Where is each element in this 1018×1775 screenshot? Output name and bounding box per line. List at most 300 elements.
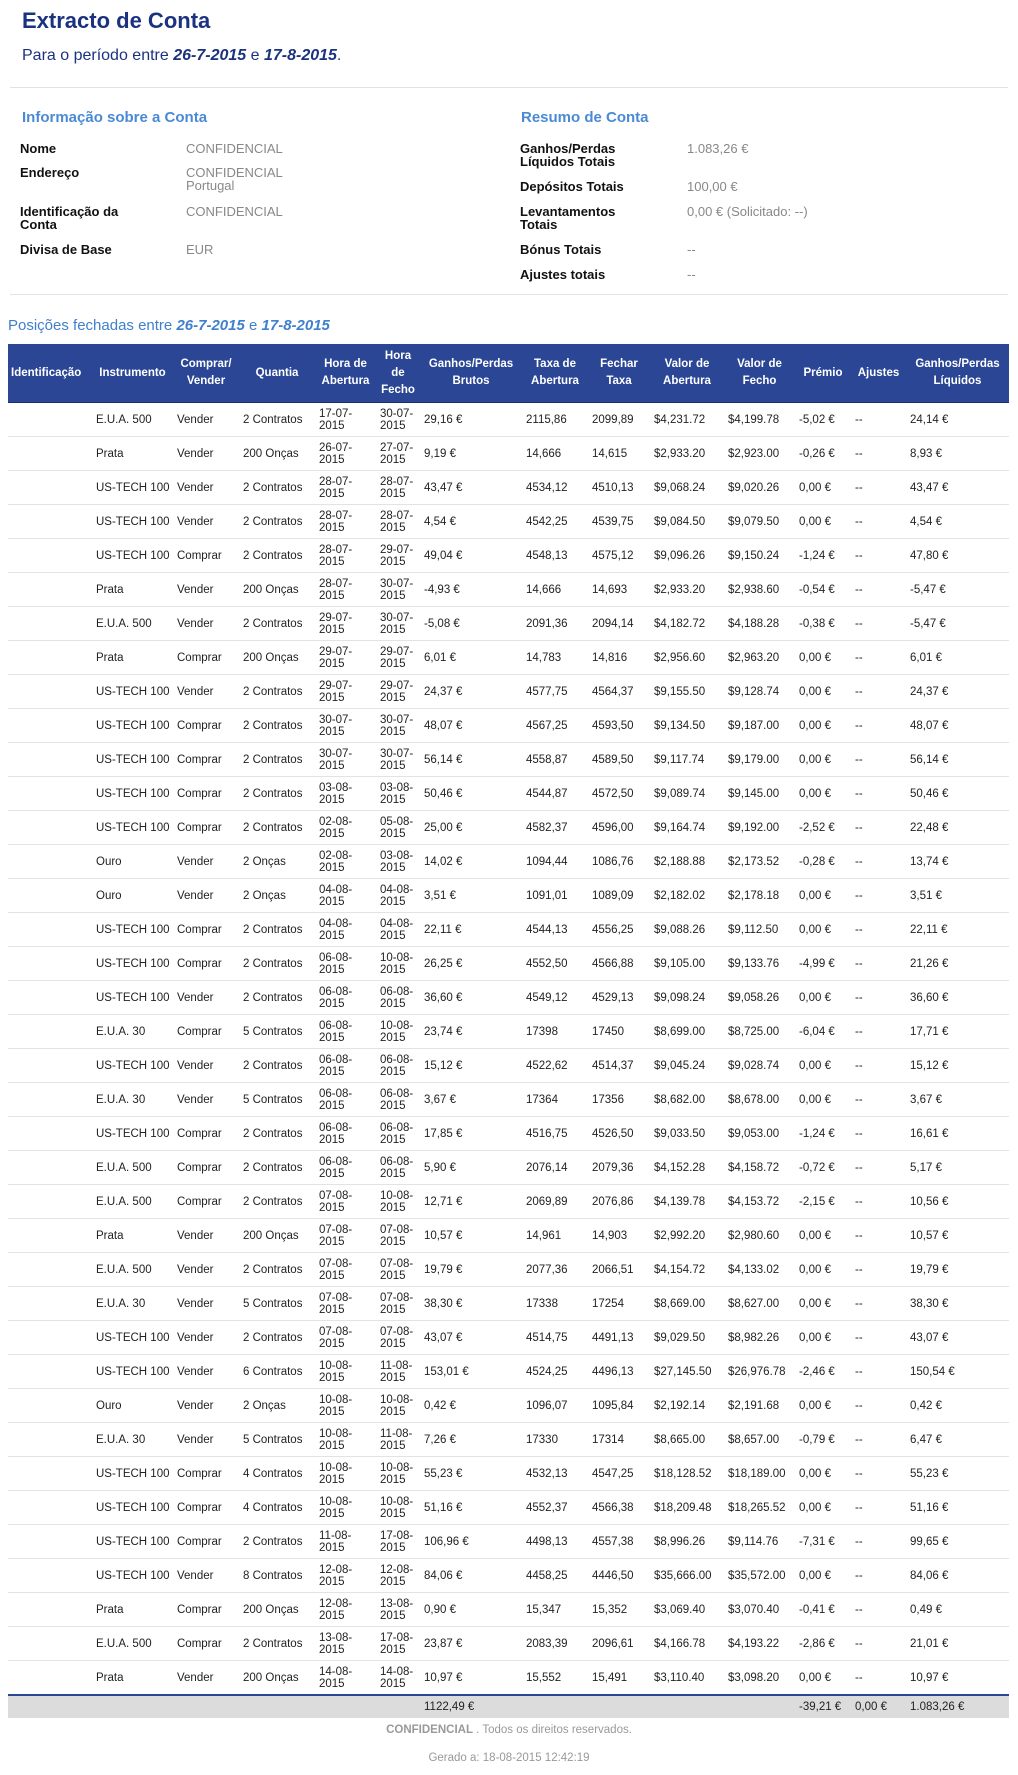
cell-open-time: 12-08-2015 [315, 1593, 376, 1627]
cell-identification [8, 1423, 92, 1457]
cell-close-time: 27-07-2015 [376, 437, 420, 471]
cell-net-pl: 16,61 € [906, 1117, 1009, 1151]
cell-side: Vender [173, 1219, 239, 1253]
cell-open-time: 07-08-2015 [315, 1185, 376, 1219]
cell-close-value: $8,627.00 [724, 1287, 795, 1321]
total-quantity [239, 1695, 315, 1718]
period-end: 17-8-2015 [263, 47, 337, 64]
cell-close-value: $9,145.00 [724, 777, 795, 811]
cell-open-value: $9,155.50 [650, 675, 724, 709]
table-row [8, 539, 1009, 573]
cell-instrument: US-TECH 100 [92, 777, 173, 811]
cell-instrument: US-TECH 100 [92, 1049, 173, 1083]
cell-open-rate: 4498,13 [522, 1525, 588, 1559]
period-start: 26-7-2015 [173, 47, 247, 64]
cell-premium: -0,54 € [795, 573, 851, 607]
cell-side: Comprar [173, 743, 239, 777]
cell-close-time: 30-07-2015 [376, 573, 420, 607]
cell-premium: -2,46 € [795, 1355, 851, 1389]
table-row [8, 1015, 1009, 1049]
cell-open-rate: 2091,36 [522, 607, 588, 641]
cell-open-rate: 14,666 [522, 437, 588, 471]
cell-open-time: 10-08-2015 [315, 1457, 376, 1491]
cell-quantity: 2 Contratos [239, 505, 315, 539]
cell-close-time: 10-08-2015 [376, 1185, 420, 1219]
cell-close-value: $9,150.24 [724, 539, 795, 573]
cell-gross-pl: 25,00 € [420, 811, 522, 845]
cell-open-value: $2,182.02 [650, 879, 724, 913]
cell-close-value: $8,678.00 [724, 1083, 795, 1117]
cell-open-time: 11-08-2015 [315, 1525, 376, 1559]
cell-close-rate: 15,491 [588, 1661, 650, 1696]
cell-close-time: 11-08-2015 [376, 1423, 420, 1457]
column-header-adjustments: Ajustes [851, 344, 906, 403]
cell-identification [8, 777, 92, 811]
table-row [8, 1083, 1009, 1117]
cell-gross-pl: 3,67 € [420, 1083, 522, 1117]
cell-close-rate: 1086,76 [588, 845, 650, 879]
cell-premium: -0,28 € [795, 845, 851, 879]
cell-open-rate: 4544,87 [522, 777, 588, 811]
cell-adjustments: -- [851, 1525, 906, 1559]
table-row [8, 1355, 1009, 1389]
cell-close-rate: 4529,13 [588, 981, 650, 1015]
table-row [8, 1559, 1009, 1593]
cell-instrument: US-TECH 100 [92, 471, 173, 505]
cell-close-rate: 4566,38 [588, 1491, 650, 1525]
cell-close-value: $9,058.26 [724, 981, 795, 1015]
cell-side: Vender [173, 1083, 239, 1117]
table-row [8, 641, 1009, 675]
cell-open-value: $4,154.72 [650, 1253, 724, 1287]
cell-close-time: 30-07-2015 [376, 607, 420, 641]
cell-net-pl: -5,47 € [906, 573, 1009, 607]
cell-premium: 0,00 € [795, 743, 851, 777]
cell-close-rate: 17450 [588, 1015, 650, 1049]
cell-identification [8, 1287, 92, 1321]
cell-side: Comprar [173, 1627, 239, 1661]
column-header-identification: Identificação [8, 344, 92, 403]
cell-net-pl: 43,47 € [906, 471, 1009, 505]
table-row [8, 1117, 1009, 1151]
cell-open-rate: 4522,62 [522, 1049, 588, 1083]
cell-open-value: $18,209.48 [650, 1491, 724, 1525]
cell-open-time: 30-07-2015 [315, 743, 376, 777]
cell-close-value: $4,158.72 [724, 1151, 795, 1185]
cell-open-time: 06-08-2015 [315, 1151, 376, 1185]
cell-close-time: 04-08-2015 [376, 913, 420, 947]
column-header-gross-pl: Ganhos/Perdas Brutos [420, 344, 522, 403]
total-close-value [724, 1695, 795, 1718]
cell-open-rate: 14,783 [522, 641, 588, 675]
cell-net-pl: 3,51 € [906, 879, 1009, 913]
cell-identification [8, 879, 92, 913]
cell-close-value: $2,173.52 [724, 845, 795, 879]
cell-net-pl: 10,97 € [906, 1661, 1009, 1696]
cell-open-rate: 2077,36 [522, 1253, 588, 1287]
cell-close-value: $2,923.00 [724, 437, 795, 471]
cell-premium: -2,15 € [795, 1185, 851, 1219]
cell-premium: -7,31 € [795, 1525, 851, 1559]
cell-net-pl: 36,60 € [906, 981, 1009, 1015]
cell-close-value: $9,187.00 [724, 709, 795, 743]
cell-open-time: 06-08-2015 [315, 1083, 376, 1117]
cell-quantity: 2 Contratos [239, 913, 315, 947]
cell-close-value: $9,020.26 [724, 471, 795, 505]
cell-net-pl: 47,80 € [906, 539, 1009, 573]
column-header-close-rate: Fechar Taxa [588, 344, 650, 403]
cell-instrument: US-TECH 100 [92, 1559, 173, 1593]
cell-close-value: $4,153.72 [724, 1185, 795, 1219]
cell-instrument: Prata [92, 1661, 173, 1696]
cell-close-value: $3,098.20 [724, 1661, 795, 1696]
cell-open-rate: 4458,25 [522, 1559, 588, 1593]
cell-open-rate: 17364 [522, 1083, 588, 1117]
cell-identification [8, 913, 92, 947]
net-total-label-1: Ganhos/Perdas [520, 141, 616, 156]
cell-adjustments: -- [851, 1457, 906, 1491]
cell-gross-pl: 14,02 € [420, 845, 522, 879]
cell-close-time: 05-08-2015 [376, 811, 420, 845]
table-row [8, 709, 1009, 743]
cell-adjustments: -- [851, 1389, 906, 1423]
table-row [8, 1253, 1009, 1287]
cell-gross-pl: -4,93 € [420, 573, 522, 607]
cell-quantity: 5 Contratos [239, 1083, 315, 1117]
cell-premium: 0,00 € [795, 675, 851, 709]
cell-close-rate: 2099,89 [588, 403, 650, 437]
cell-gross-pl: 7,26 € [420, 1423, 522, 1457]
cell-adjustments: -- [851, 709, 906, 743]
cell-net-pl: 51,16 € [906, 1491, 1009, 1525]
cell-open-time: 06-08-2015 [315, 1015, 376, 1049]
cell-open-time: 10-08-2015 [315, 1389, 376, 1423]
column-header-close-value: Valor de Fecho [724, 344, 795, 403]
page-title: Extracto de Conta [22, 8, 211, 33]
cell-open-time: 10-08-2015 [315, 1355, 376, 1389]
column-header-premium: Prémio [795, 344, 851, 403]
cell-identification [8, 1151, 92, 1185]
cell-instrument: E.U.A. 30 [92, 1287, 173, 1321]
cell-close-rate: 4514,37 [588, 1049, 650, 1083]
table-row [8, 607, 1009, 641]
cell-adjustments: -- [851, 1559, 906, 1593]
cell-identification [8, 1321, 92, 1355]
cell-side: Vender [173, 1661, 239, 1696]
table-row [8, 743, 1009, 777]
cell-net-pl: 99,65 € [906, 1525, 1009, 1559]
cell-side: Comprar [173, 1491, 239, 1525]
table-row [8, 947, 1009, 981]
cell-open-value: $8,669.00 [650, 1287, 724, 1321]
cell-close-time: 07-08-2015 [376, 1321, 420, 1355]
cell-open-time: 07-08-2015 [315, 1287, 376, 1321]
cell-instrument: Prata [92, 1593, 173, 1627]
cell-open-time: 07-08-2015 [315, 1219, 376, 1253]
cell-close-time: 07-08-2015 [376, 1287, 420, 1321]
table-row [8, 675, 1009, 709]
cell-quantity: 2 Contratos [239, 1185, 315, 1219]
bonus-label: Bónus Totais [520, 242, 602, 257]
cell-side: Vender [173, 1559, 239, 1593]
cell-side: Comprar [173, 1117, 239, 1151]
cell-adjustments: -- [851, 1253, 906, 1287]
cell-identification [8, 845, 92, 879]
cell-identification [8, 1049, 92, 1083]
cell-side: Vender [173, 675, 239, 709]
total-open-rate [522, 1695, 588, 1718]
account-info-title: Informação sobre a Conta [22, 109, 208, 126]
cell-close-time: 12-08-2015 [376, 1559, 420, 1593]
cell-open-rate: 15,552 [522, 1661, 588, 1696]
cell-adjustments: -- [851, 777, 906, 811]
cell-identification [8, 641, 92, 675]
table-row [8, 879, 1009, 913]
cell-quantity: 200 Onças [239, 1661, 315, 1696]
cell-open-time: 02-08-2015 [315, 811, 376, 845]
cell-gross-pl: 0,42 € [420, 1389, 522, 1423]
cell-quantity: 2 Contratos [239, 607, 315, 641]
cell-side: Vender [173, 879, 239, 913]
cell-side: Comprar [173, 913, 239, 947]
cell-identification [8, 573, 92, 607]
cell-net-pl: 6,47 € [906, 1423, 1009, 1457]
cell-adjustments: -- [851, 743, 906, 777]
cell-gross-pl: 4,54 € [420, 505, 522, 539]
cell-quantity: 5 Contratos [239, 1015, 315, 1049]
cell-instrument: US-TECH 100 [92, 811, 173, 845]
cell-close-rate: 14,615 [588, 437, 650, 471]
cell-close-rate: 1089,09 [588, 879, 650, 913]
cell-instrument: US-TECH 100 [92, 913, 173, 947]
cell-close-rate: 4596,00 [588, 811, 650, 845]
cell-close-value: $9,192.00 [724, 811, 795, 845]
cell-premium: -6,04 € [795, 1015, 851, 1049]
cell-quantity: 4 Contratos [239, 1491, 315, 1525]
total-close-time [376, 1695, 420, 1718]
cell-close-value: $8,982.26 [724, 1321, 795, 1355]
cell-gross-pl: 24,37 € [420, 675, 522, 709]
cell-open-value: $9,088.26 [650, 913, 724, 947]
net-total-value: 1.083,26 € [687, 141, 749, 156]
cell-close-time: 04-08-2015 [376, 879, 420, 913]
cell-instrument: US-TECH 100 [92, 505, 173, 539]
cell-open-rate: 2083,39 [522, 1627, 588, 1661]
cell-close-rate: 15,352 [588, 1593, 650, 1627]
cell-net-pl: 10,57 € [906, 1219, 1009, 1253]
cell-close-rate: 14,693 [588, 573, 650, 607]
cell-identification [8, 539, 92, 573]
cell-close-time: 03-08-2015 [376, 845, 420, 879]
cell-close-time: 17-08-2015 [376, 1525, 420, 1559]
cell-gross-pl: 22,11 € [420, 913, 522, 947]
address-line-2: Portugal [186, 178, 235, 193]
cell-open-rate: 4524,25 [522, 1355, 588, 1389]
cell-side: Vender [173, 1253, 239, 1287]
cell-gross-pl: 43,07 € [420, 1321, 522, 1355]
account-summary-title: Resumo de Conta [521, 109, 649, 126]
cell-adjustments: -- [851, 947, 906, 981]
cell-side: Vender [173, 1423, 239, 1457]
cell-net-pl: 10,56 € [906, 1185, 1009, 1219]
cell-net-pl: 21,01 € [906, 1627, 1009, 1661]
cell-close-time: 30-07-2015 [376, 709, 420, 743]
cell-close-rate: 17314 [588, 1423, 650, 1457]
positions-start: 26-7-2015 [176, 317, 245, 334]
cell-premium: 0,00 € [795, 641, 851, 675]
cell-premium: -2,52 € [795, 811, 851, 845]
cell-open-value: $2,192.14 [650, 1389, 724, 1423]
cell-close-value: $2,963.20 [724, 641, 795, 675]
cell-premium: 0,00 € [795, 1661, 851, 1696]
cell-quantity: 2 Contratos [239, 1117, 315, 1151]
cell-premium: 0,00 € [795, 1559, 851, 1593]
cell-instrument: US-TECH 100 [92, 675, 173, 709]
cell-premium: 0,00 € [795, 913, 851, 947]
cell-identification [8, 1457, 92, 1491]
total-instrument [92, 1695, 173, 1718]
cell-close-time: 06-08-2015 [376, 981, 420, 1015]
cell-quantity: 2 Contratos [239, 981, 315, 1015]
cell-gross-pl: 10,97 € [420, 1661, 522, 1696]
cell-close-time: 06-08-2015 [376, 1049, 420, 1083]
cell-side: Comprar [173, 1457, 239, 1491]
cell-open-time: 04-08-2015 [315, 879, 376, 913]
cell-instrument: Prata [92, 437, 173, 471]
cell-gross-pl: 153,01 € [420, 1355, 522, 1389]
cell-net-pl: 150,54 € [906, 1355, 1009, 1389]
cell-quantity: 2 Contratos [239, 1627, 315, 1661]
cell-open-time: 29-07-2015 [315, 641, 376, 675]
cell-instrument: E.U.A. 30 [92, 1083, 173, 1117]
table-row [8, 403, 1009, 437]
total-open-value [650, 1695, 724, 1718]
cell-close-rate: 4593,50 [588, 709, 650, 743]
cell-open-time: 07-08-2015 [315, 1321, 376, 1355]
cell-close-value: $9,053.00 [724, 1117, 795, 1151]
cell-net-pl: -5,47 € [906, 607, 1009, 641]
cell-open-rate: 15,347 [522, 1593, 588, 1627]
cell-open-value: $9,096.26 [650, 539, 724, 573]
cell-adjustments: -- [851, 1287, 906, 1321]
cell-open-value: $9,029.50 [650, 1321, 724, 1355]
cell-gross-pl: 55,23 € [420, 1457, 522, 1491]
table-row [8, 981, 1009, 1015]
cell-identification [8, 947, 92, 981]
cell-gross-pl: 0,90 € [420, 1593, 522, 1627]
cell-quantity: 2 Contratos [239, 1525, 315, 1559]
cell-gross-pl: 48,07 € [420, 709, 522, 743]
cell-adjustments: -- [851, 1151, 906, 1185]
cell-close-time: 29-07-2015 [376, 539, 420, 573]
cell-open-rate: 2076,14 [522, 1151, 588, 1185]
cell-instrument: US-TECH 100 [92, 1525, 173, 1559]
cell-adjustments: -- [851, 675, 906, 709]
cell-side: Comprar [173, 1525, 239, 1559]
cell-adjustments: -- [851, 1423, 906, 1457]
cell-close-rate: 4510,13 [588, 471, 650, 505]
cell-identification [8, 505, 92, 539]
cell-open-value: $9,045.24 [650, 1049, 724, 1083]
cell-instrument: US-TECH 100 [92, 1491, 173, 1525]
total-net-pl: 1.083,26 € [906, 1695, 1009, 1718]
total-premium: -39,21 € [795, 1695, 851, 1718]
cell-close-rate: 4526,50 [588, 1117, 650, 1151]
cell-gross-pl: 23,74 € [420, 1015, 522, 1049]
cell-close-time: 06-08-2015 [376, 1151, 420, 1185]
cell-identification [8, 1491, 92, 1525]
cell-side: Comprar [173, 709, 239, 743]
cell-adjustments: -- [851, 1185, 906, 1219]
cell-quantity: 2 Contratos [239, 947, 315, 981]
cell-net-pl: 43,07 € [906, 1321, 1009, 1355]
cell-close-time: 29-07-2015 [376, 675, 420, 709]
cell-close-value: $2,938.60 [724, 573, 795, 607]
cell-open-value: $9,084.50 [650, 505, 724, 539]
divider [10, 294, 1008, 295]
cell-open-value: $9,134.50 [650, 709, 724, 743]
cell-gross-pl: 19,79 € [420, 1253, 522, 1287]
cell-close-value: $2,178.18 [724, 879, 795, 913]
table-row [8, 505, 1009, 539]
column-header-net-pl: Ganhos/Perdas Líquidos [906, 344, 1009, 403]
cell-identification [8, 1253, 92, 1287]
cell-quantity: 5 Contratos [239, 1287, 315, 1321]
cell-premium: 0,00 € [795, 709, 851, 743]
cell-open-time: 28-07-2015 [315, 539, 376, 573]
cell-gross-pl: 51,16 € [420, 1491, 522, 1525]
table-row [8, 1627, 1009, 1661]
table-row [8, 845, 1009, 879]
cell-identification [8, 1593, 92, 1627]
closed-positions-table [8, 344, 1009, 1718]
statement-period: Para o período entre 26-7-2015 e 17-8-2015. [22, 47, 342, 64]
cell-premium: -1,24 € [795, 539, 851, 573]
cell-net-pl: 50,46 € [906, 777, 1009, 811]
cell-instrument: E.U.A. 30 [92, 1423, 173, 1457]
table-row [8, 1219, 1009, 1253]
cell-instrument: Ouro [92, 879, 173, 913]
cell-instrument: US-TECH 100 [92, 1457, 173, 1491]
cell-open-time: 14-08-2015 [315, 1661, 376, 1696]
cell-identification [8, 1661, 92, 1696]
cell-side: Comprar [173, 811, 239, 845]
cell-open-rate: 4582,37 [522, 811, 588, 845]
cell-adjustments: -- [851, 1491, 906, 1525]
cell-open-rate: 4549,12 [522, 981, 588, 1015]
column-header-open-rate: Taxa de Abertura [522, 344, 588, 403]
cell-adjustments: -- [851, 1049, 906, 1083]
cell-identification [8, 607, 92, 641]
cell-adjustments: -- [851, 437, 906, 471]
cell-close-rate: 2076,86 [588, 1185, 650, 1219]
cell-identification [8, 1525, 92, 1559]
cell-open-rate: 2069,89 [522, 1185, 588, 1219]
cell-close-time: 07-08-2015 [376, 1253, 420, 1287]
cell-side: Vender [173, 1049, 239, 1083]
cell-close-value: $18,189.00 [724, 1457, 795, 1491]
cell-open-time: 13-08-2015 [315, 1627, 376, 1661]
cell-adjustments: -- [851, 1661, 906, 1696]
cell-close-time: 14-08-2015 [376, 1661, 420, 1696]
cell-instrument: E.U.A. 30 [92, 1015, 173, 1049]
cell-adjustments: -- [851, 539, 906, 573]
cell-adjustments: -- [851, 505, 906, 539]
cell-quantity: 6 Contratos [239, 1355, 315, 1389]
cell-close-value: $4,193.22 [724, 1627, 795, 1661]
cell-open-rate: 4567,25 [522, 709, 588, 743]
cell-adjustments: -- [851, 607, 906, 641]
